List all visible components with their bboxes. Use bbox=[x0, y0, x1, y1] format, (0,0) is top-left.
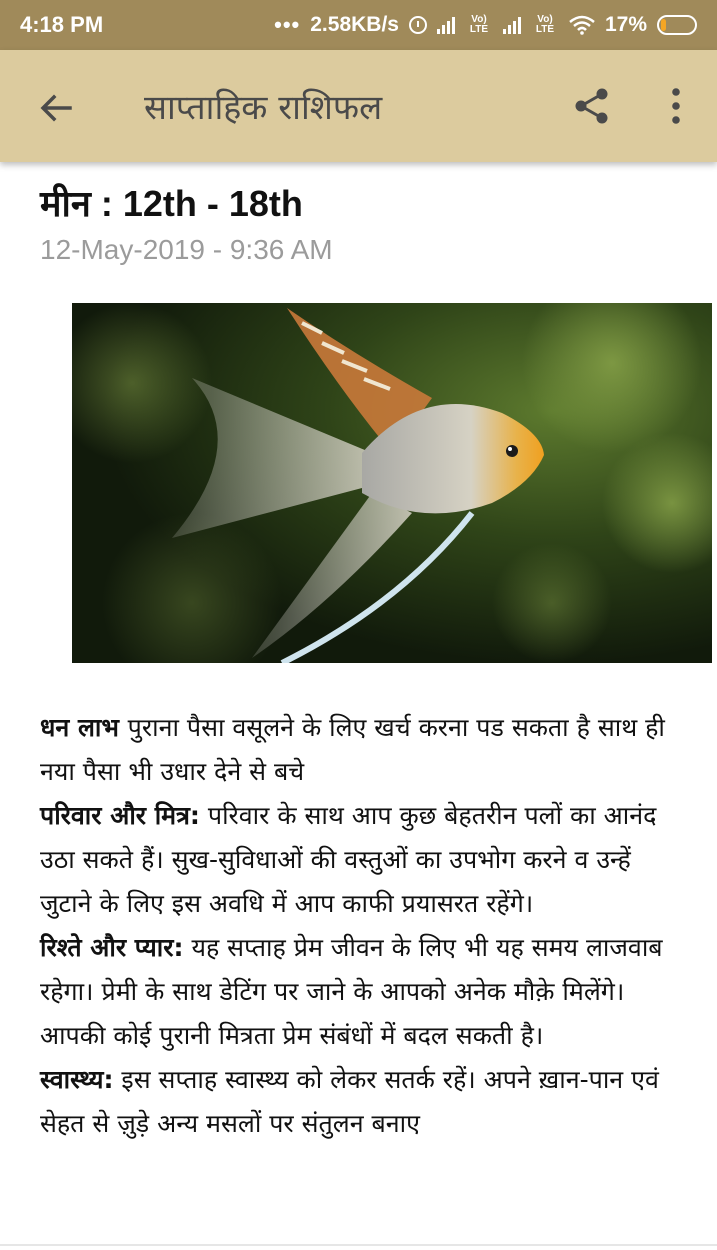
lte-icon: Vo) LTE bbox=[469, 14, 489, 35]
back-button[interactable] bbox=[34, 86, 78, 130]
article-image bbox=[72, 303, 712, 663]
article-date: 12-May-2019 - 9:36 AM bbox=[40, 234, 333, 265]
app-bar bbox=[0, 50, 717, 162]
article-title: मीन : 12th - 18th bbox=[40, 183, 303, 224]
page-title: साप्ताहिक राशिफल bbox=[144, 88, 383, 128]
battery-fill bbox=[661, 19, 666, 31]
section-text: परिवार के साथ आप कुछ बेहतरीन पलों का आनंद उठा सकते हैं। सुख-सुविधाओं की वस्तुओं का उपभोग करने व उन्हें जुटाने के लिए इस अवधि में आप काफी प्रयासरत रहेंगे। bbox=[40, 801, 657, 918]
section-text: यह सप्ताह प्रेम जीवन के लिए भी यह समय लाजवाब रहेगा। प्रेमी के साथ डेटिंग पर जाने के आपको अनेक मौक़े मिलेंगे। आपकी कोई पुरानी मित्रता प्रेम संबंधों में बदल सकती है। bbox=[40, 933, 663, 1050]
status-bar bbox=[0, 0, 717, 50]
section-label: रिश्ते और प्यार: bbox=[40, 933, 184, 962]
lte-icon-2: Vo) LTE bbox=[535, 14, 555, 35]
section-love bbox=[40, 926, 690, 1058]
section-label: परिवार और मित्र: bbox=[40, 801, 200, 830]
status-icons bbox=[274, 12, 697, 38]
status-time: 4:18 PM bbox=[20, 12, 104, 37]
section-health bbox=[40, 1058, 690, 1146]
section-label: धन लाभ bbox=[40, 713, 128, 742]
more-vert-icon bbox=[670, 86, 682, 126]
section-family bbox=[40, 794, 690, 926]
back-arrow-icon bbox=[38, 90, 74, 126]
section-label: स्वास्थ्य: bbox=[40, 1065, 114, 1094]
wifi-icon bbox=[569, 15, 595, 35]
network-speed: 2.58KB/s bbox=[310, 13, 399, 36]
section-wealth bbox=[40, 706, 690, 794]
signal-icon bbox=[437, 16, 455, 34]
article-body bbox=[40, 706, 690, 1146]
more-options-button[interactable] bbox=[654, 84, 698, 128]
signal-icon-2 bbox=[503, 16, 521, 34]
share-icon bbox=[572, 86, 612, 126]
notification-dots: ••• bbox=[274, 12, 301, 37]
share-button[interactable] bbox=[570, 84, 614, 128]
angelfish-photo bbox=[72, 303, 712, 663]
bottom-divider bbox=[0, 1244, 717, 1246]
section-text: इस सप्ताह स्वास्थ्य को लेकर सतर्क रहें। अपने ख़ान-पान एवं सेहत से ज़ुड़े अन्य मसलों पर संतुलन बनाए bbox=[40, 1065, 659, 1138]
battery-icon bbox=[657, 15, 697, 35]
alarm-icon bbox=[409, 16, 427, 34]
battery-percent: 17% bbox=[604, 13, 647, 36]
section-text: पुराना पैसा वसूलने के लिए खर्च करना पड सकता है साथ ही नया पैसा भी उधार देने से बचे bbox=[40, 713, 665, 786]
